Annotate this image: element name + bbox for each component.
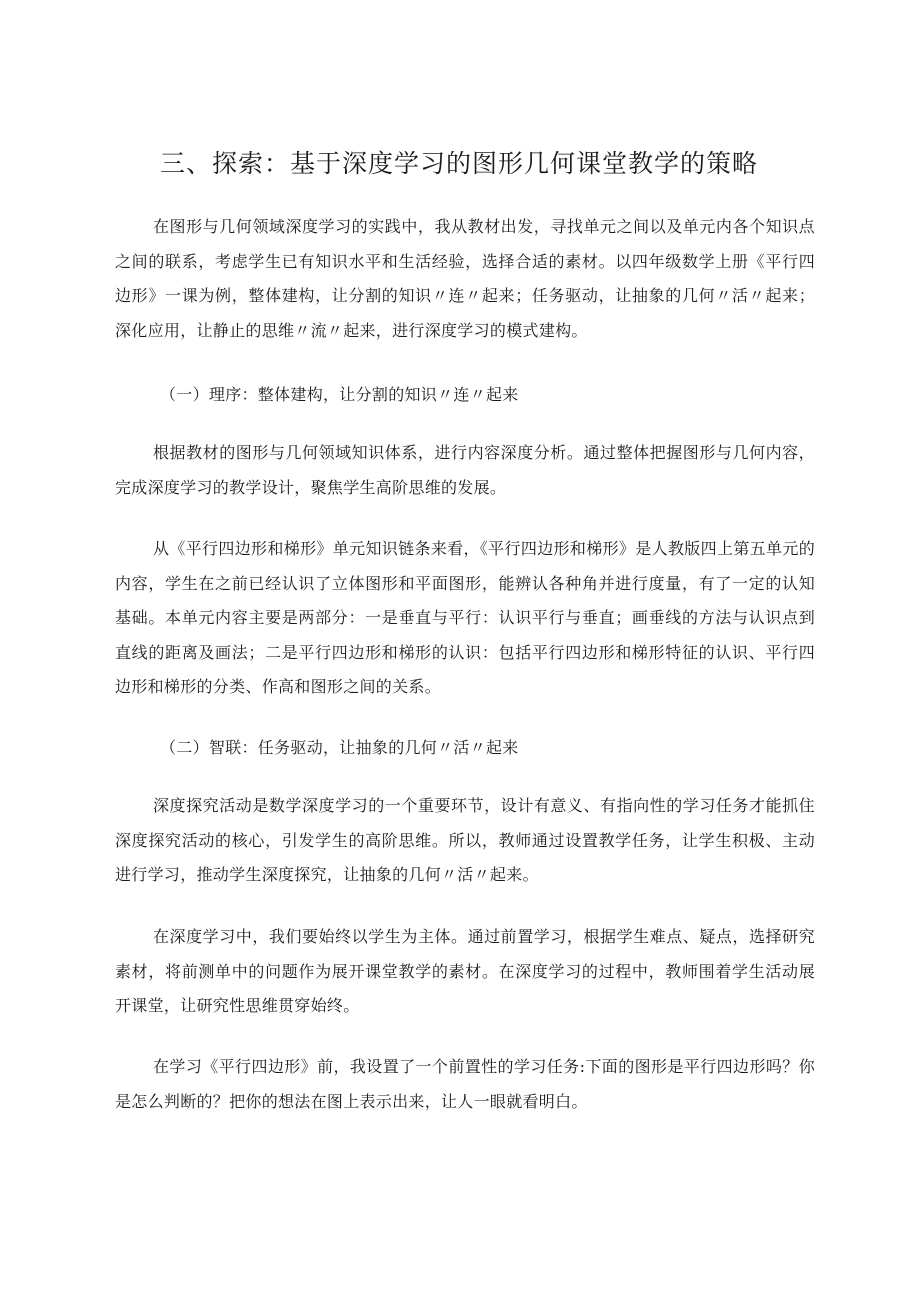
- paragraph-intro: 在图形与几何领域深度学习的实践中，我从教材出发，寻找单元之间以及单元内各个知识点之间的联系，考虑学生已有知识水平和生活经验，选择合适的素材。以四年级数学上册《平行四边形》一课为例，整体建构，让分割的知识〃连〃起来；任务驱动，让抽象的几何〃活〃起来；深化应用，让静止的思维〃流〃起来，进行深度学习的模式建构。: [115, 217, 815, 340]
- subheading-two: （二）智联：任务驱动，让抽象的几何〃活〃起来: [160, 738, 519, 757]
- paragraph-pre-task: 在学习《平行四边形》前，我设置了一个前置性的学习任务:下面的图形是平行四边形吗？你是怎么判断的？把你的想法在图上表示出来，让人一眼就看明白。: [115, 1057, 815, 1111]
- paragraph-task-driven: 深度探究活动是数学深度学习的一个重要环节，设计有意义、有指向性的学习任务才能抓住深度探究活动的核心，引发学生的高阶思维。所以，教师通过设置教学任务，让学生积极、主动进行学习，推动学生深度探究，让抽象的几何〃活〃起来。: [115, 796, 815, 884]
- subheading-one: （一）理序：整体建构，让分割的知识〃连〃起来: [160, 385, 519, 404]
- paragraph-unit-chain: 从《平行四边形和梯形》单元知识链条来看，《平行四边形和梯形》是人教版四上第五单元的内容，学生在之前已经认识了立体图形和平面图形，能辨认各种角并进行度量，有了一定的认知基础。本单元内容主要是两部分：一是垂直与平行：认识平行与垂直；画垂线的方法与认识点到直线的距离及画法；二是平行四边形和梯形的认识：包括平行四边形和梯形特征的认识、平行四边形和梯形的分类、作高和图形之间的关系。: [115, 539, 815, 696]
- paragraph-student-centered: 在深度学习中，我们要始终以学生为主体。通过前置学习，根据学生难点、疑点，选择研究素材，将前测单中的问题作为展开课堂教学的素材。在深度学习的过程中，教师围着学生活动展开课堂，让研究性思维贯穿始终。: [115, 927, 815, 1015]
- section-title: 三、探索：基于深度学习的图形几何课堂教学的策略: [160, 149, 759, 178]
- paragraph-content-analysis: 根据教材的图形与几何领域知识体系，进行内容深度分析。通过整体把握图形与几何内容，完成深度学习的教学设计，聚焦学生高阶思维的发展。: [115, 443, 815, 497]
